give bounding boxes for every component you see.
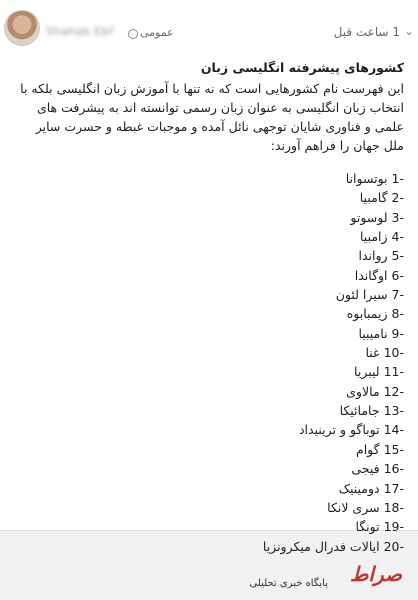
list-item-name: مالاوی — [346, 383, 380, 399]
list-item — [12, 208, 404, 227]
list-item-number: 2- — [391, 190, 404, 206]
list-item-name: توباگو و ترینیداد — [298, 422, 380, 438]
list-item-name: لوسوتو — [350, 209, 388, 225]
list-item-number: 1- — [391, 171, 404, 186]
list-item — [12, 285, 404, 304]
list-item — [12, 343, 404, 362]
post-content — [12, 58, 404, 556]
list-item-number: 8- — [391, 306, 404, 322]
list-item-number: 5- — [391, 248, 404, 264]
list-item — [12, 440, 404, 459]
list-item-number: 14- — [383, 422, 404, 438]
list-item — [12, 401, 404, 420]
list-item-number: 11- — [383, 364, 404, 380]
list-item-name: سری لانکا — [327, 499, 380, 515]
list-item — [12, 169, 404, 188]
list-item-name: گوام — [355, 441, 380, 457]
list-item — [12, 304, 404, 323]
list-item-number: 7- — [391, 287, 404, 303]
country-list — [12, 169, 404, 556]
watermark-text: پایگاه خبری تحلیلی — [249, 578, 328, 589]
list-item-number: 20- — [383, 538, 404, 554]
list-item-name: ایالات فدرال میکرونزیا — [262, 538, 380, 554]
globe-icon — [128, 29, 138, 39]
list-item — [12, 420, 404, 439]
post-header — [0, 0, 418, 56]
list-item-number: 15- — [383, 441, 404, 457]
list-item-number: 18- — [383, 499, 404, 515]
chevron-down-icon[interactable]: ⌄ — [403, 24, 414, 38]
list-item-name: گامبیا — [359, 190, 388, 206]
watermark — [170, 562, 410, 598]
list-item — [12, 479, 404, 498]
list-item-number: 9- — [391, 325, 404, 341]
list-item — [12, 382, 404, 401]
post-time[interactable]: 1 ساعت قبل — [333, 25, 400, 39]
list-item — [12, 246, 404, 265]
post-body: این فهرست نام کشورهایی است که نه تنها با آموزش زبان انگلیسی بلکه با انتخاب زبان انگلیسی به عنوان زبان رسمی توانسته اند به پیشرفت های علمی و فناوری شایان توجهی نائل آمده و موجبات غبطه و حسرت سایر ملل جهان را فراهم آورند: — [20, 81, 404, 153]
list-item — [12, 188, 404, 207]
list-item-name: نامیبیا — [358, 325, 388, 341]
post-title: کشورهای پیشرفته انگلیسی زبان — [200, 60, 404, 75]
list-item — [12, 324, 404, 343]
list-item-number: 17- — [383, 480, 404, 496]
list-item-name: بوتسوانا — [345, 171, 388, 186]
list-item — [12, 362, 404, 381]
list-item-number: 6- — [391, 267, 404, 283]
list-item — [12, 227, 404, 246]
list-item-number: 4- — [391, 229, 404, 245]
list-item-name: لیبریا — [354, 364, 380, 380]
list-item-name: سیرا لئون — [335, 287, 388, 303]
list-item-name: غنا — [365, 345, 380, 361]
list-item-name: تونگا — [355, 519, 380, 535]
list-item-number: 19- — [383, 519, 404, 535]
watermark-logo: صراط — [349, 562, 402, 586]
list-item-name: رواندا — [358, 248, 388, 264]
list-item — [12, 498, 404, 517]
list-item-name: فیجی — [351, 461, 380, 477]
list-item-number: 13- — [383, 403, 404, 419]
list-item-name: اوگاندا — [354, 267, 388, 283]
list-item-name: دومینیک — [338, 480, 380, 496]
list-item-number: 3- — [391, 209, 404, 225]
list-item — [12, 266, 404, 285]
list-item-number: 16- — [383, 461, 404, 477]
avatar[interactable] — [4, 10, 40, 46]
privacy-label[interactable]: عمومی — [140, 26, 174, 39]
list-item-number: 12- — [383, 383, 404, 399]
list-item-name: زیمبابوه — [346, 306, 388, 322]
list-item — [12, 537, 404, 556]
author-name[interactable]: Shahab Ebf — [46, 25, 114, 38]
list-item-number: 10- — [383, 345, 404, 361]
list-item — [12, 459, 404, 478]
list-item — [12, 517, 404, 536]
list-item-name: جامائیکا — [339, 403, 380, 419]
list-item-name: زامبیا — [359, 229, 388, 245]
